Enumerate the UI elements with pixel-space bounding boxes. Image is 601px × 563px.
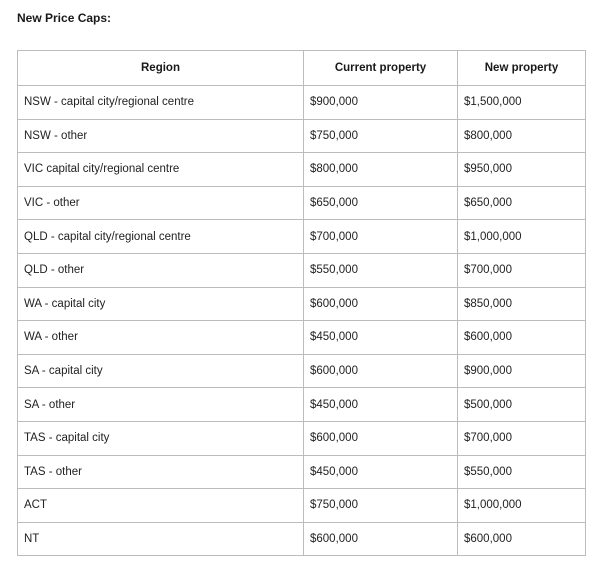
region-cell: NT <box>18 522 304 556</box>
current-property-cell: $700,000 <box>304 220 458 254</box>
column-header-current-property: Current property <box>304 51 458 86</box>
current-property-cell: $900,000 <box>304 86 458 120</box>
region-cell: NSW - capital city/regional centre <box>18 86 304 120</box>
region-cell: VIC - other <box>18 186 304 220</box>
new-property-cell: $700,000 <box>458 421 586 455</box>
current-property-cell: $600,000 <box>304 287 458 321</box>
table-row <box>18 421 586 455</box>
new-property-cell: $1,500,000 <box>458 86 586 120</box>
region-cell: ACT <box>18 489 304 523</box>
current-property-cell: $450,000 <box>304 321 458 355</box>
current-property-cell: $800,000 <box>304 153 458 187</box>
table-row <box>18 354 586 388</box>
region-cell: QLD - other <box>18 253 304 287</box>
current-property-cell: $600,000 <box>304 354 458 388</box>
table-row <box>18 253 586 287</box>
column-header-region: Region <box>18 51 304 86</box>
current-property-cell: $450,000 <box>304 455 458 489</box>
region-cell: WA - capital city <box>18 287 304 321</box>
current-property-cell: $450,000 <box>304 388 458 422</box>
new-property-cell: $700,000 <box>458 253 586 287</box>
new-property-cell: $550,000 <box>458 455 586 489</box>
table-row <box>18 321 586 355</box>
new-property-cell: $500,000 <box>458 388 586 422</box>
new-property-cell: $650,000 <box>458 186 586 220</box>
table-row <box>18 489 586 523</box>
new-property-cell: $600,000 <box>458 522 586 556</box>
current-property-cell: $750,000 <box>304 119 458 153</box>
region-cell: SA - capital city <box>18 354 304 388</box>
region-cell: NSW - other <box>18 119 304 153</box>
new-property-cell: $950,000 <box>458 153 586 187</box>
region-cell: TAS - capital city <box>18 421 304 455</box>
table-row <box>18 186 586 220</box>
new-property-cell: $850,000 <box>458 287 586 321</box>
table-row <box>18 153 586 187</box>
table-row <box>18 522 586 556</box>
region-cell: QLD - capital city/regional centre <box>18 220 304 254</box>
table-row <box>18 119 586 153</box>
table-row <box>18 220 586 254</box>
table-row <box>18 86 586 120</box>
price-caps-table <box>17 50 586 556</box>
current-property-cell: $650,000 <box>304 186 458 220</box>
region-cell: TAS - other <box>18 455 304 489</box>
table-row <box>18 455 586 489</box>
table-header-row <box>18 51 586 86</box>
region-cell: SA - other <box>18 388 304 422</box>
new-property-cell: $1,000,000 <box>458 220 586 254</box>
current-property-cell: $600,000 <box>304 421 458 455</box>
new-property-cell: $600,000 <box>458 321 586 355</box>
new-property-cell: $800,000 <box>458 119 586 153</box>
new-property-cell: $1,000,000 <box>458 489 586 523</box>
region-cell: WA - other <box>18 321 304 355</box>
current-property-cell: $600,000 <box>304 522 458 556</box>
region-cell: VIC capital city/regional centre <box>18 153 304 187</box>
table-row <box>18 287 586 321</box>
page-title: New Price Caps: <box>17 11 112 25</box>
new-property-cell: $900,000 <box>458 354 586 388</box>
table-row <box>18 388 586 422</box>
current-property-cell: $750,000 <box>304 489 458 523</box>
current-property-cell: $550,000 <box>304 253 458 287</box>
column-header-new-property: New property <box>458 51 586 86</box>
